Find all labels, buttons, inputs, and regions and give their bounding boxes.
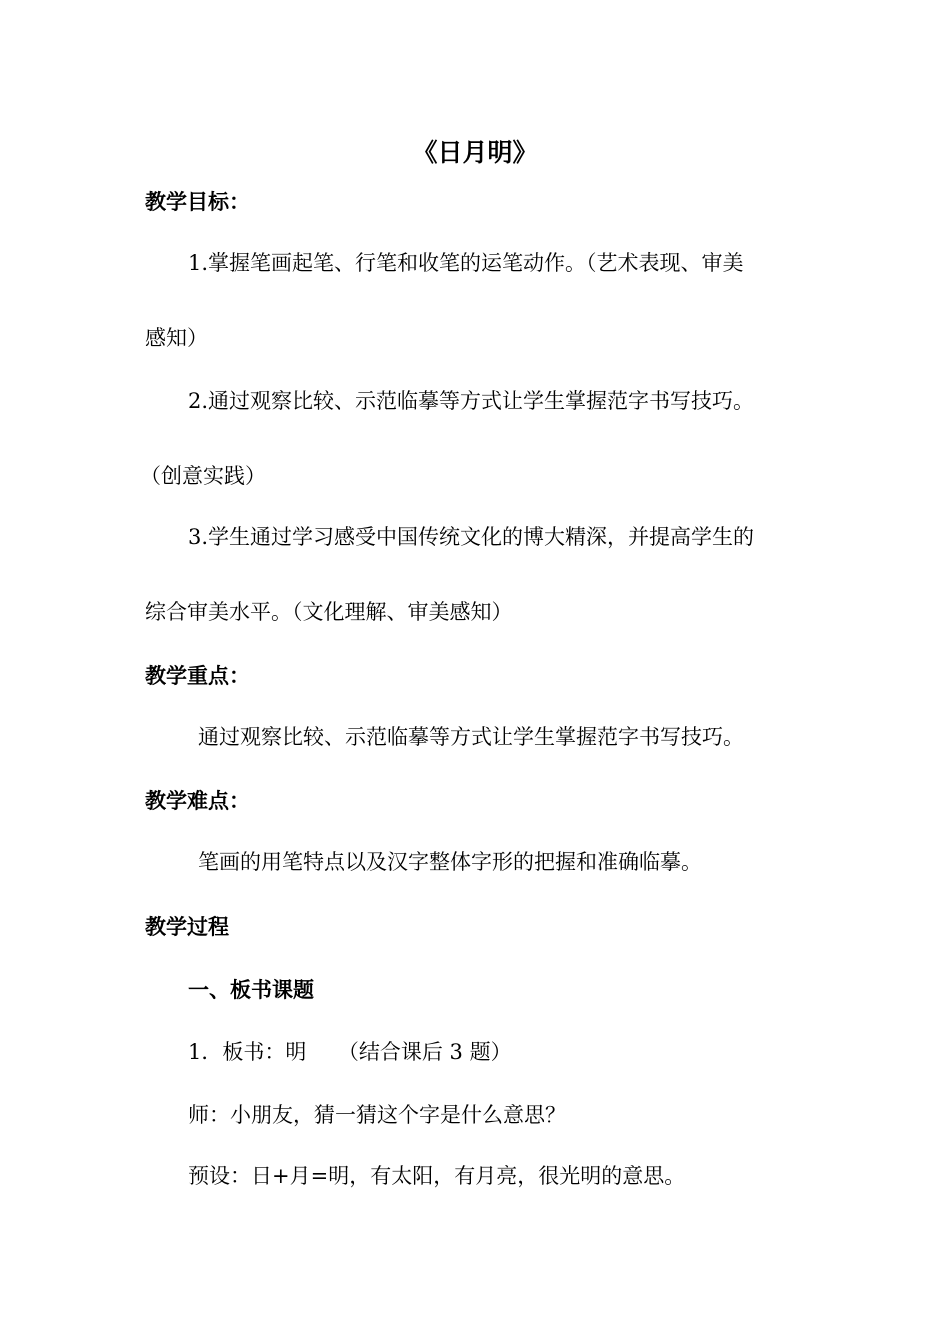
expected-answer: 预设：日+月=明，有太阳，有月亮，很光明的意思。 (188, 1164, 686, 1188)
objectives-heading: 教学目标： (145, 190, 250, 214)
process-heading: 教学过程 (145, 915, 229, 939)
objective-3-line-1: 3.学生通过学习感受中国传统文化的博大精深，并提高学生的 (188, 525, 755, 549)
teacher-question: 师：小朋友，猜一猜这个字是什么意思？ (188, 1103, 566, 1127)
key-points-heading: 教学重点： (145, 664, 250, 688)
objective-1-line-1: 1.掌握笔画起笔、行笔和收笔的运笔动作。（艺术表现、审美 (188, 251, 744, 275)
document-title: 《日月明》 (412, 138, 538, 167)
objective-3-line-2: 综合审美水平。（文化理解、审美感知） (145, 600, 513, 624)
step-1-text: 1．板书：明 （结合课后 3 题） (188, 1040, 512, 1064)
objective-2-line-2: （创意实践） (140, 464, 266, 488)
objective-1-line-2: 感知） (145, 326, 208, 350)
key-points-text: 通过观察比较、示范临摹等方式让学生掌握范字书写技巧。 (198, 725, 744, 749)
difficulties-text: 笔画的用笔特点以及汉字整体字形的把握和准确临摹。 (198, 850, 702, 874)
objective-2-line-1: 2.通过观察比较、示范临摹等方式让学生掌握范字书写技巧。 (188, 389, 755, 413)
section-1-heading: 一、板书课题 (188, 978, 314, 1002)
difficulties-heading: 教学难点： (145, 789, 250, 813)
